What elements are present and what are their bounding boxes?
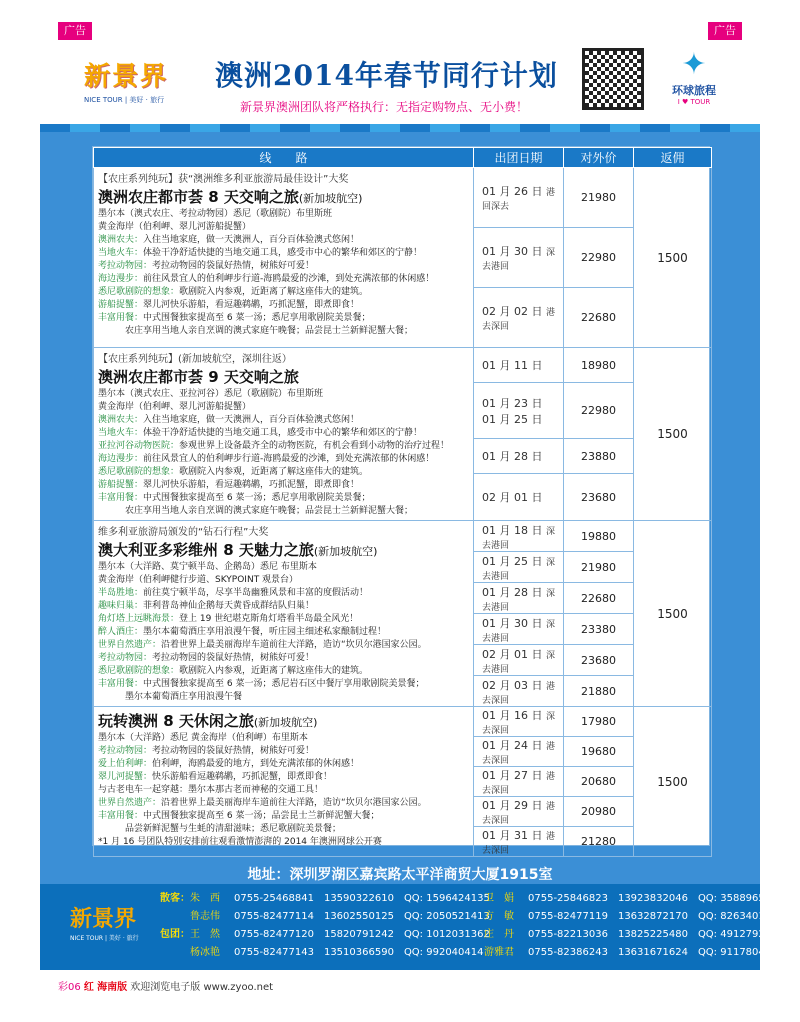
price: 21280: [564, 827, 634, 857]
departure-date: 01 月 23 日 01 月 25 日: [474, 383, 564, 439]
price: 22980: [564, 383, 634, 439]
route-detail: 墨尔本葡萄酒庄享用浪漫午餐: [98, 692, 243, 702]
departure-date: 01 月 30 日 深去港回: [474, 614, 564, 645]
contact-logo: 新景界 NICE TOUR | 美好 · 旅行: [70, 907, 139, 942]
price: 23680: [564, 474, 634, 521]
contact-row: 散客：朱 西 0755-25468841 13590322610 QQ: 1596424135卫 娟 0755-25846823 13923832046 QQ: 358896555: [160, 893, 778, 904]
contact-list: [160, 890, 778, 962]
route-detail: 悉尼歌剧院的想象：歌剧院入内参观，近距离了解这座伟大的建筑。: [98, 666, 369, 676]
edition: 海南版: [97, 982, 128, 993]
route-detail: 考拉动物园：考拉动物园的袋鼠好热情，树熊好可爱！: [98, 653, 315, 663]
departure-date: 02 月 01 日 深去港回: [474, 645, 564, 676]
departure-date: 01 月 25 日 深去港回: [474, 552, 564, 583]
rebate: 1500: [634, 168, 712, 348]
route-detail: 品尝新鲜泥蟹与生蚝的清甜滋味；悉尼歌剧院美景餐；: [98, 824, 342, 834]
route-name: 澳洲农庄都市荟 8 天交响之旅(新加坡航空): [98, 188, 363, 206]
table-header-row: [94, 148, 712, 168]
departure-date: 01 月 29 日 港去深回: [474, 797, 564, 827]
route-detail: 丰富用餐：中式围餐独家提高至 6 菜一汤；品尝昆士兰新鲜泥蟹大餐；: [98, 811, 380, 821]
route-name: 澳大利亚多彩维州 8 天魅力之旅(新加坡航空): [98, 541, 378, 559]
price: 23880: [564, 439, 634, 474]
price: 22980: [564, 228, 634, 288]
route-detail: 爱上伯利岬：伯利岬，海鸥最爱的地方，到处充满浓郁的休闲感！: [98, 759, 360, 769]
col-rebate: 返佣: [634, 148, 712, 168]
qr-code-icon: [582, 48, 644, 110]
departure-date: 01 月 30 日 深去港回: [474, 228, 564, 288]
price: 17980: [564, 707, 634, 737]
departure-date: 01 月 31 日 港去深回: [474, 827, 564, 857]
route-name: 澳洲农庄都市荟 9 天交响之旅: [98, 368, 299, 386]
departure-date: 01 月 27 日 港去深回: [474, 767, 564, 797]
route-detail: 悉尼歌剧院的想象：歌剧院入内参观，近距离了解这座伟大的建筑。: [98, 467, 369, 477]
rebate: 1500: [634, 521, 712, 707]
price: 23680: [564, 645, 634, 676]
price: 20980: [564, 797, 634, 827]
departure-date: 02 月 01 日: [474, 474, 564, 521]
price: 22680: [564, 583, 634, 614]
route-detail: 丰富用餐：中式围餐独家提高至 6 菜一汤；悉尼享用歌剧院美景餐；: [98, 493, 371, 503]
table-row: [94, 348, 712, 383]
route-detail: 悉尼歌剧院的想象：歌剧院入内参观，近距离了解这座伟大的建筑。: [98, 287, 369, 297]
route-detail: 澳洲农夫：入住当地家庭，做一天澳洲人，百分百体验澳式悠闲！: [98, 235, 360, 245]
itinerary-table-wrap: [92, 146, 710, 856]
route-detail: 考拉动物园：考拉动物园的袋鼠好热情，树熊好可爱！: [98, 261, 315, 271]
departure-date: 01 月 11 日: [474, 348, 564, 383]
route-detail: 黄金海岸（伯利岬、翠儿河游船捉蟹）: [98, 222, 252, 232]
route-detail: 角灯塔上远眺海景：登上 19 世纪堪克斯角灯塔看半岛最全风光！: [98, 614, 359, 624]
departure-date: 01 月 18 日 深去港回: [474, 521, 564, 552]
col-route: 线 路: [94, 148, 474, 168]
route-detail: 墨尔本（大洋路）悉尼 黄金海岸（伯利岬）布里斯本: [98, 733, 308, 743]
page-footer: [58, 978, 273, 993]
route-cell: [94, 168, 474, 348]
price: 21980: [564, 168, 634, 228]
route-detail: 农庄享用当地人亲自烹调的澳式家庭午晚餐；品尝昆士兰新鲜泥蟹大餐；: [98, 326, 414, 336]
departure-date: 01 月 26 日 港回深去: [474, 168, 564, 228]
address: 地址：深圳罗湖区嘉宾路太平洋商贸大厦1915室: [247, 867, 553, 883]
route-detail: 亚拉河谷动物医院：参观世界上设备最齐全的动物医院，有机会看到小动物的治疗过程！: [98, 441, 450, 451]
table-row: [94, 168, 712, 228]
departure-date: 01 月 24 日 港去深回: [474, 737, 564, 767]
route-detail: 墨尔本（大洋路、莫宁顿半岛、企鹅岛）悉尼 布里斯本: [98, 562, 317, 572]
route-detail: 墨尔本（澳式农庄、考拉动物园）悉尼（歌剧院）布里斯班: [98, 209, 333, 219]
route-detail: 海边漫步：前往风景宜人的伯利岬步行道-海鸥最爱的沙滩，到处充满浓郁的休闲感！: [98, 454, 435, 464]
col-date: 出团日期: [474, 148, 564, 168]
route-detail: 黄金海岸（伯利岬健行步道、SKYPOINT 观景台）: [98, 575, 299, 585]
route-series: 维多利亚旅游局颁发的“钻石行程”大奖: [98, 527, 269, 538]
route-series: 【农庄系列纯玩】获“澳洲维多利亚旅游局最佳设计”大奖: [98, 174, 349, 185]
price: 19680: [564, 737, 634, 767]
table-row: [94, 707, 712, 737]
route-detail: 趣味归巢：菲利普岛神仙企鹅每天黄昏成群结队归巢！: [98, 601, 315, 611]
route-series: 【农庄系列纯玩】(新加坡航空，深圳往返）: [98, 354, 292, 365]
page-title: 澳洲2014年春节同行计划: [215, 59, 558, 92]
ad-label-right: 广告: [708, 22, 742, 40]
route-detail: 海边漫步：前往风景宜人的伯利岬步行道-海鸥最爱的沙滩，到处充满浓郁的休闲感！: [98, 274, 435, 284]
contact-row: 杨冰艳 0755-82477143 13510366590 QQ: 992040414游雅君 0755-82386243 13631671624 QQ: 911780497: [190, 947, 778, 958]
price: 23380: [564, 614, 634, 645]
route-detail: 游船捉蟹：翠儿河快乐游船，看逗趣鹈鹕，巧抓泥蟹，即煮即食！: [98, 480, 360, 490]
route-detail: 半岛胜地：前往莫宁顿半岛，尽享半岛幽雅风景和丰富的度假活动！: [98, 588, 369, 598]
edition-badge: 红: [83, 982, 94, 993]
route-detail: 当地火车：体验干净舒适快捷的当地交通工具，感受市中心的繁华和郊区的宁静！: [98, 428, 423, 438]
price: 19880: [564, 521, 634, 552]
route-detail: 世界自然遗产：沿着世界上最美丽海岸车道前往大洋路，造访“坎贝尔港国家公园。: [98, 798, 427, 808]
route-detail: *1 月 16 号团队特别安排前往观看激情澎湃的 2014 年澳洲网球公开赛: [98, 837, 382, 847]
page-header: [40, 42, 750, 122]
contact-row: 鲁志伟 0755-82477114 13602550125 QQ: 2050521413方 敏 0755-82477119 13632872170 QQ: 82634015: [190, 911, 772, 922]
departure-date: 01 月 28 日 深去港回: [474, 583, 564, 614]
table-row: [94, 521, 712, 552]
page-subtitle: 新景界澳洲团队将严格执行：无指定购物点、无小费！: [240, 100, 529, 114]
route-detail: 翠儿河捉蟹：快乐游船看逗趣鹈鹕，巧抓泥蟹，即煮即食！: [98, 772, 333, 782]
itinerary-table: [93, 147, 712, 857]
route-detail: 丰富用餐：中式围餐独家提高至 6 菜一汤；悉尼岩石区中餐厅享用歌剧院美景餐；: [98, 679, 425, 689]
route-detail: 醉人酒庄：墨尔本葡萄酒庄享用浪漫午餐，听庄园主细述私家酿制过程！: [98, 627, 387, 637]
ad-label-left: 广告: [58, 22, 92, 40]
globe-icon: ✦: [681, 47, 707, 82]
route-detail: 丰富用餐：中式围餐独家提高至 6 菜一汤；悉尼享用歌剧院美景餐；: [98, 313, 371, 323]
price: 22680: [564, 288, 634, 348]
departure-date: 01 月 16 日 深去深回: [474, 707, 564, 737]
route-detail: 游船捉蟹：翠儿河快乐游船，看逗趣鹈鹕，巧抓泥蟹，即煮即食！: [98, 300, 360, 310]
rebate: 1500: [634, 348, 712, 521]
route-detail: 农庄享用当地人亲自烹调的澳式家庭午晚餐；品尝昆士兰新鲜泥蟹大餐；: [98, 506, 414, 516]
departure-date: 01 月 28 日: [474, 439, 564, 474]
price: 20680: [564, 767, 634, 797]
footer-text: 欢迎浏览电子版 www.zyoo.net: [130, 982, 274, 993]
route-cell: [94, 348, 474, 521]
route-detail: 当地火车：体验干净舒适快捷的当地交通工具，感受市中心的繁华和郊区的宁静！: [98, 248, 423, 258]
route-detail: 考拉动物园：考拉动物园的袋鼠好热情，树熊好可爱！: [98, 746, 315, 756]
globe-logo: ✦ 环球旅程 I ♥ TOUR: [662, 48, 726, 108]
route-detail: 与古老电车一起穿越：墨尔本那古老而神秘的交通工具！: [98, 785, 324, 795]
rebate: 1500: [634, 707, 712, 857]
route-cell: [94, 521, 474, 707]
page-number: 彩06: [58, 982, 81, 993]
route-name: 玩转澳洲 8 天休闲之旅(新加坡航空): [98, 712, 318, 730]
contact-panel: [40, 884, 778, 970]
price: 21980: [564, 552, 634, 583]
contact-row: 包团：王 然 0755-82477120 15820791242 QQ: 1012031362庄 丹 0755-82213036 13825225480 QQ: 491279294: [160, 929, 778, 940]
route-detail: 黄金海岸（伯利岬、翠儿河游船捉蟹）: [98, 402, 252, 412]
col-price: 对外价: [564, 148, 634, 168]
price: 18980: [564, 348, 634, 383]
route-detail: 澳洲农夫：入住当地家庭，做一天澳洲人，百分百体验澳式悠闲！: [98, 415, 360, 425]
route-cell: [94, 707, 474, 857]
content-frame: [40, 132, 778, 970]
route-detail: 世界自然遗产：沿着世界上最美丽海岸车道前往大洋路，造访“坎贝尔港国家公园。: [98, 640, 427, 650]
brand-logo: 新景界 NICE TOUR | 美好 · 旅行: [84, 62, 169, 104]
departure-date: 02 月 03 日 港去深回: [474, 676, 564, 707]
route-detail: 墨尔本（澳式农庄、亚拉河谷）悉尼（歌剧院）布里斯班: [98, 389, 324, 399]
decorative-bar: [40, 124, 760, 132]
price: 21880: [564, 676, 634, 707]
departure-date: 02 月 02 日 港去深回: [474, 288, 564, 348]
